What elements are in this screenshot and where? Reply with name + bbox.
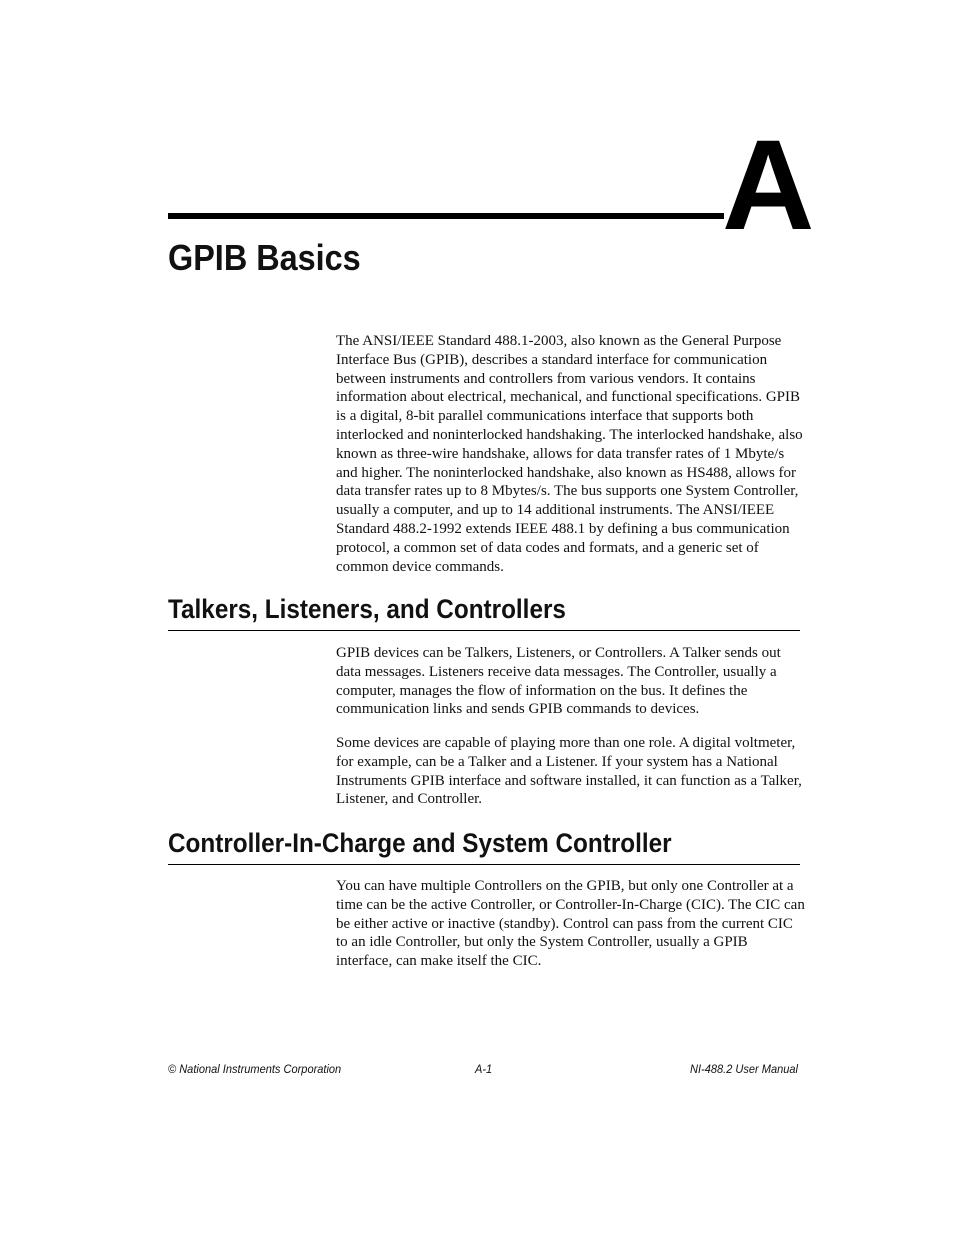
section-rule <box>168 864 800 865</box>
section-paragraph: You can have multiple Controllers on the GPIB, but only one Controller at a time can be the active Controller, or Controller-In-Charge (CIC). The CIC can be either active or inactive (standby). Control can pass from the current CIC to an idle Controller, but only the System Controller, usually a GPIB interface, can make itself the CIC. <box>336 878 805 970</box>
section-paragraph: Some devices are capable of playing more than one role. A digital voltmeter, for example, can be a Talker and a Listener. If your system has a National Instruments GPIB interface and software installed, it can function as a Talker, Listener, and Controller. <box>336 735 802 808</box>
section-title-controller-in-charge: Controller-In-Charge and System Controller <box>168 828 672 858</box>
footer-page-number: A-1 <box>475 1062 493 1076</box>
section-paragraph: GPIB devices can be Talkers, Listeners, or Controllers. A Talker sends out data messages. Listeners receive data messages. The Controller, usually a computer, manages the flow of information on the bus. It defines the communication links and sends GPIB commands to devices. <box>336 645 781 718</box>
footer-copyright: © National Instruments Corporation <box>168 1062 342 1076</box>
section-title-talkers-listeners-controllers: Talkers, Listeners, and Controllers <box>168 594 566 624</box>
chapter-rule <box>168 213 724 219</box>
chapter-letter: A <box>722 114 815 257</box>
intro-paragraph: The ANSI/IEEE Standard 488.1-2003, also known as the General Purpose Interface Bus (GPIB), describes a standard interface for communication between instruments and controllers from various vendors. It contains information about electrical, mechanical, and functional specifications. GPIB is a digital, 8-bit parallel communications interface that supports both interlocked and noninterlocked handshaking. The interlocked handshake, also known as three-wire handshake, allows for data transfer rates of 1 Mbyte/s and higher. The noninterlocked handshake, also known as HS488, allows for data transfer rates up to 8 Mbytes/s. The bus supports one System Controller, usually a computer, and up to 14 additional instruments. The ANSI/IEEE Standard 488.2-1992 extends IEEE 488.1 by defining a bus communication protocol, a common set of data codes and formats, and a generic set of common device commands. <box>336 333 803 575</box>
chapter-title: GPIB Basics <box>168 237 361 278</box>
section-rule <box>168 630 800 631</box>
footer-manual-title: NI-488.2 User Manual <box>690 1062 798 1076</box>
